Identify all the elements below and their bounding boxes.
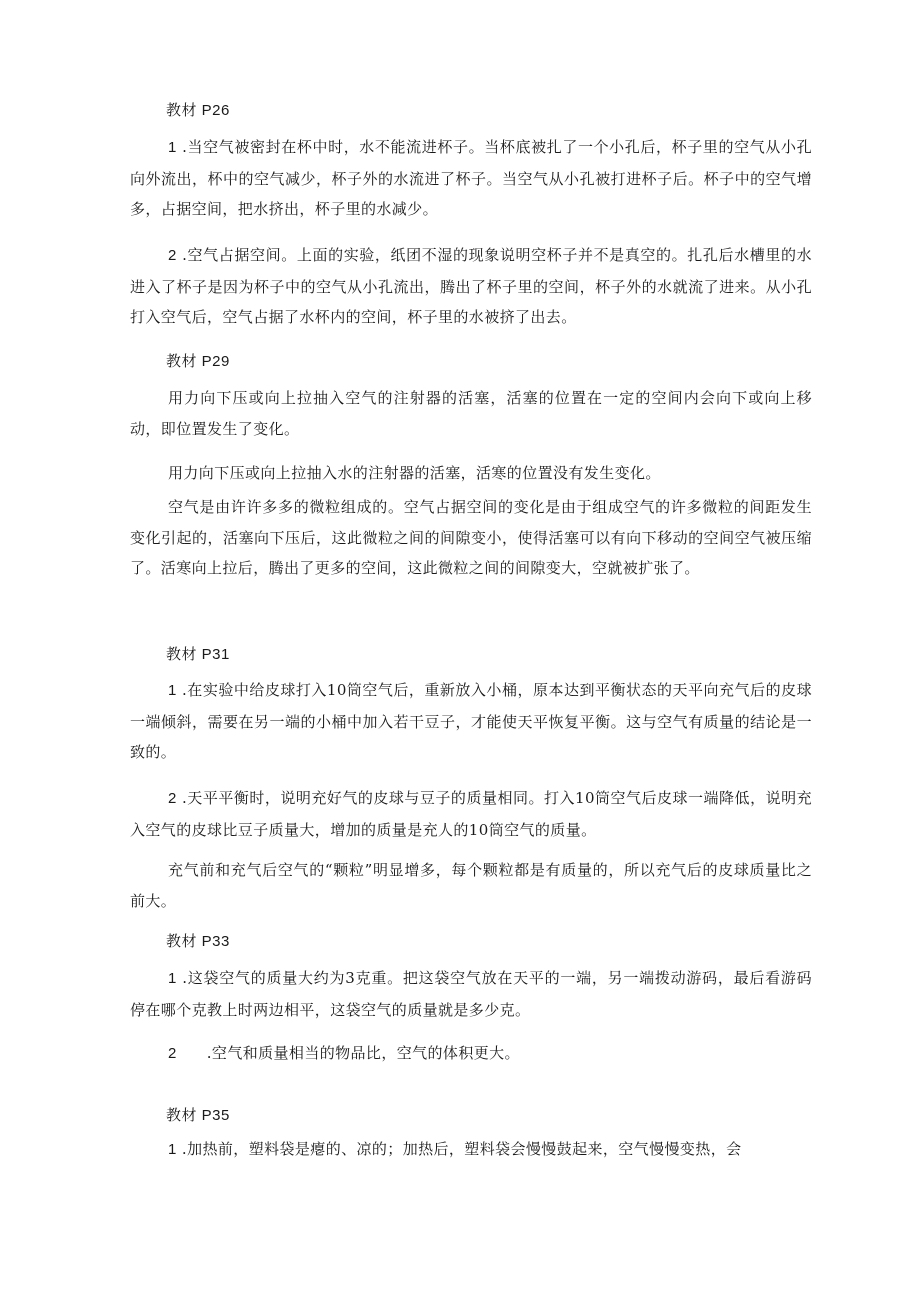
paragraph-p31-1 (130, 675, 812, 768)
item-number: 1 (168, 1141, 177, 1158)
paragraph-p29-1: 用力向下压或向上拉抽入空气的注射器的活塞，活塞的位置在一定的空间内会向下或向上移动，即位置发生了变化。 (130, 389, 812, 438)
paragraph-text: .空气占据空间。上面的实验，纸团不湿的现象说明空杯子并不是真空的。扎孔后水槽里的水进入了杯子是因为杯子中的空气从小孔流出，腾出了杯子里的空间，杯子外的水就流了进来。从小孔打入空气后，空气占据了水杯内的空间，杯子里的水被挤了出去。 (130, 246, 812, 326)
item-number: 2 (168, 790, 177, 807)
item-number: 2 (168, 1045, 177, 1062)
item-number: 1 (168, 970, 177, 987)
paragraph-p33-2 (130, 1038, 812, 1070)
section-heading-p31: 教材 P31 (166, 646, 230, 663)
paragraph-text: .加热前，塑料袋是瘪的、凉的；加热后，塑料袋会慢慢鼓起来，空气慢慢变热，会 (181, 1140, 742, 1158)
paragraph-text: .当空气被密封在杯中时，水不能流进杯子。当杯底被扎了一个小孔后，杯子里的空气从小孔向外流出，杯中的空气减少，杯子外的水流进了杯子。当空气从小孔被打进杯子后。杯子中的空气增多，占据空间，把水挤出，杯子里的水减少。 (130, 138, 812, 218)
item-number: 1 (168, 682, 177, 699)
section-heading-p35: 教材 P35 (166, 1107, 230, 1124)
section-heading-p29: 教材 P29 (166, 353, 230, 370)
paragraph-p29-2: 用力向下压或向上拉抽入水的注射器的活塞，活寒的位置没有发生变化。 (168, 464, 661, 482)
paragraph-p29-3: 空气是由许许多多的微粒组成的。空气占据空间的变化是由于组成空气的许多微粒的间距发生变化引起的，活塞向下压后，这此微粒之间的间隙变小，使得活塞可以有向下移动的空间空气被压缩了。活寒向上拉后，腾出了更多的空间，这此微粒之间的间隙变大，空就被扩张了。 (130, 498, 812, 577)
paragraph-p26-2 (130, 240, 812, 333)
paragraph-p35-1 (130, 1134, 812, 1166)
section-heading-p26: 教材 P26 (166, 102, 230, 119)
paragraph-text: .天平平衡时，说明充好气的皮球与豆子的质量相同。打入10筒空气后皮球一端降低，说明充入空气的皮球比豆子质量大，增加的质量是充人的10筒空气的质量。 (130, 789, 812, 839)
item-number: 2 (168, 247, 177, 264)
paragraph-p31-3: 充气前和充气后空气的“颗粒”明显增多，每个颗粒都是有质量的，所以充气后的皮球质量比之前大。 (130, 861, 812, 910)
item-number: 1 (168, 139, 177, 156)
paragraph-text: .这袋空气的质量大约为3克重。把这袋空气放在天平的一端，另一端拨动游码，最后看游码停在哪个克教上时两边相平，这袋空气的质量就是多少克。 (130, 969, 813, 1019)
paragraph-text: .在实验中给皮球打入10筒空气后，重新放入小桶，原本达到平衡状态的天平向充气后的皮球一端倾斜，需要在另一端的小桶中加入若干豆子，才能使天平恢复平衡。这与空气有质量的结论是一致的。 (130, 681, 812, 761)
section-heading-p33: 教材 P33 (166, 933, 230, 950)
paragraph-text: .空气和质量相当的物品比，空气的体积更大。 (206, 1044, 520, 1062)
paragraph-p26-1 (130, 132, 812, 225)
paragraph-p31-2 (130, 783, 812, 845)
paragraph-p33-1 (130, 963, 812, 1025)
